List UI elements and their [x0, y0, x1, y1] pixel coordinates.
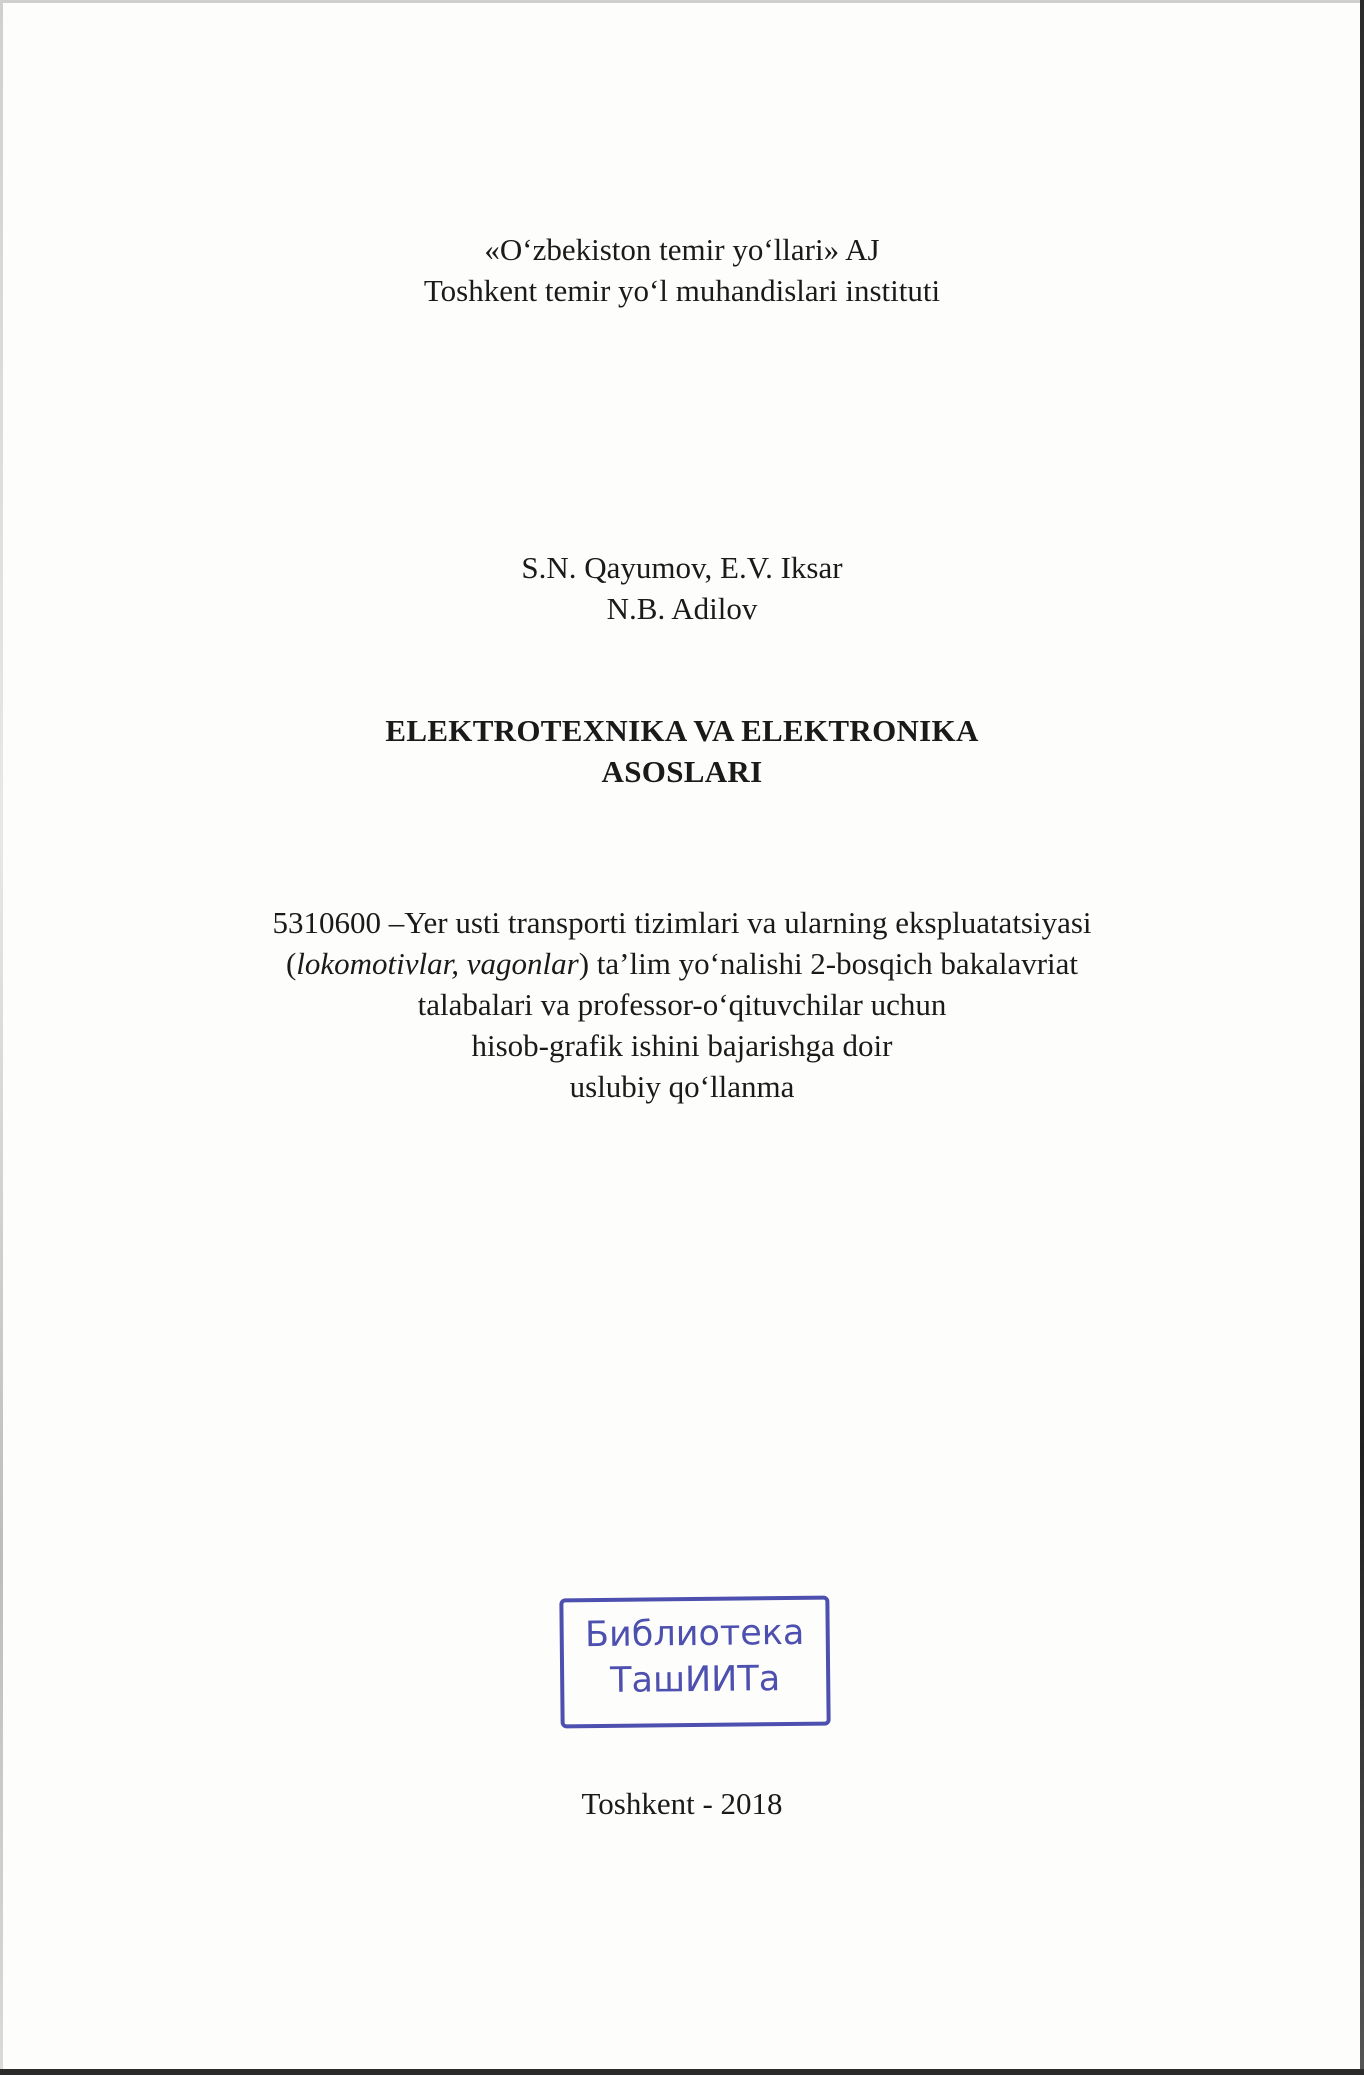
- description-line-4: hisob-grafik ishini bajarishga doir: [471, 1028, 893, 1063]
- scan-edge-top: [0, 0, 1364, 3]
- description-line-5: uslubiy qo‘llanma: [569, 1069, 795, 1104]
- institute-name: Toshkent temir yo‘l muhandislari instituti: [423, 273, 941, 308]
- description-line-2-rest: ) ta’lim yo‘nalishi 2-bosqich bakalavriat: [578, 946, 1079, 981]
- scan-edge-bottom: [0, 2069, 1364, 2075]
- description-line-1: 5310600 –Yer usti transporti tizimlari va ularning ekspluatatsiyasi: [272, 905, 1092, 940]
- description-italic: lokomotivlar, vagonlar: [296, 946, 579, 981]
- description-line-2: [0, 943, 1364, 984]
- stamp-line-2: ТашИИТа: [609, 1659, 781, 1701]
- authors-line-2: N.B. Adilov: [606, 591, 758, 626]
- city-year: Toshkent - 2018: [581, 1786, 783, 1821]
- authors-block: [0, 547, 1364, 629]
- paren-open: (: [285, 946, 297, 981]
- publisher-block: [0, 229, 1364, 311]
- authors-line-1: S.N. Qayumov, E.V. Iksar: [521, 550, 843, 585]
- title-line-2: ASOSLARI: [601, 754, 763, 789]
- description-line-3: talabalari va professor-o‘qituvchilar uchun: [417, 987, 947, 1022]
- stamp-line-1: Библиотека: [584, 1612, 805, 1656]
- library-stamp: [559, 1596, 830, 1729]
- description-block: [0, 902, 1364, 1107]
- title-line-1: ELEKTROTEXNIKA VA ELEKTRONIKA: [385, 713, 979, 748]
- organization-name: «O‘zbekiston temir yo‘llari» AJ: [484, 232, 880, 267]
- document-title: [0, 710, 1364, 792]
